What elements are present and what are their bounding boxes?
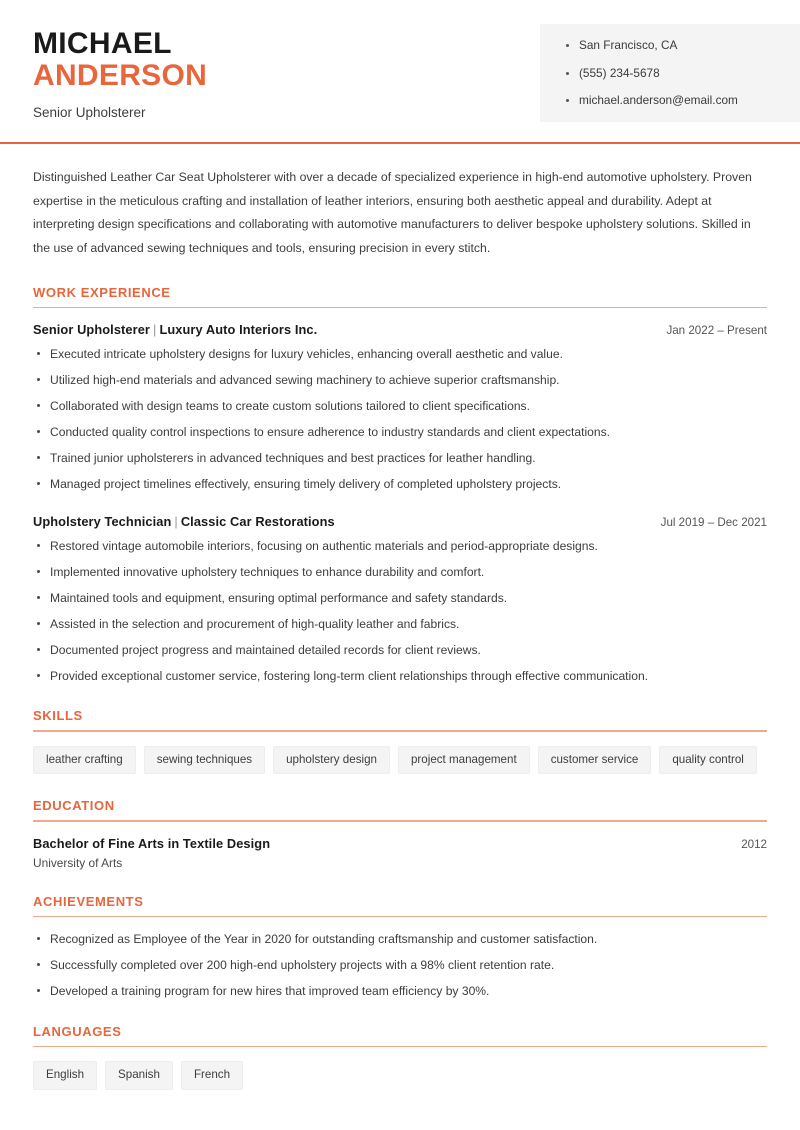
identity-block (0, 22, 207, 120)
section-divider (33, 916, 767, 918)
education-date: 2012 (741, 837, 767, 851)
bullet-item: Collaborated with design teams to create custom solutions tailored to client specifications. (33, 398, 767, 414)
skill-chip: project management (398, 746, 530, 774)
first-name: MICHAEL (33, 27, 172, 60)
bullet-item: Documented project progress and maintained detailed records for client reviews. (33, 642, 767, 658)
work-entry-title (33, 322, 317, 337)
section-title-languages: LANGUAGES (33, 1023, 122, 1039)
education-institution: University of Arts (33, 855, 123, 870)
resume-body (0, 166, 800, 1089)
work-entry-date: Jul 2019 – Dec 2021 (660, 516, 767, 530)
bullet-item: Conducted quality control inspections to ensure adherence to industry standards and client expectations. (33, 424, 767, 440)
section-skills (33, 708, 767, 774)
skill-chip: quality control (659, 746, 757, 774)
skill-chip: leather crafting (33, 746, 136, 774)
work-entry (33, 322, 767, 492)
title-separator: | (174, 514, 178, 530)
bullet-item: Trained junior upholsterers in advanced techniques and best practices for leather handling. (33, 450, 767, 466)
bullet-item: Maintained tools and equipment, ensuring optimal performance and safety standards. (33, 590, 767, 606)
work-company: Classic Car Restorations (180, 514, 335, 530)
contact-email[interactable]: michael.anderson@email.com (566, 93, 778, 108)
work-position: Upholstery Technician (33, 514, 172, 530)
work-entry-bullets (33, 538, 767, 684)
contact-phone[interactable]: (555) 234-5678 (566, 66, 778, 81)
bullet-item: Managed project timelines effectively, ensuring timely delivery of completed upholstery projects. (33, 476, 767, 492)
work-entry-header (33, 514, 767, 529)
language-chip: Spanish (105, 1061, 173, 1089)
section-work-experience (33, 285, 767, 685)
work-entry (33, 514, 767, 684)
work-company: Luxury Auto Interiors Inc. (159, 322, 318, 338)
contact-list (566, 38, 778, 108)
work-entry-title (33, 514, 335, 529)
skill-chip: sewing techniques (144, 746, 265, 774)
skills-chip-list (33, 746, 767, 774)
work-entry-header (33, 322, 767, 337)
bullet-item: Restored vintage automobile interiors, focusing on authentic materials and period-appropriate designs. (33, 538, 767, 554)
bullet-item: Implemented innovative upholstery techniques to enhance durability and comfort. (33, 564, 767, 580)
section-divider (33, 730, 767, 732)
language-chip: French (181, 1061, 243, 1089)
section-title-education: EDUCATION (33, 798, 115, 814)
work-entry-bullets (33, 346, 767, 492)
job-role: Senior Upholsterer (33, 104, 146, 120)
header-row (0, 22, 800, 122)
section-title-achievements: ACHIEVEMENTS (33, 893, 144, 909)
section-title-skills: SKILLS (33, 708, 83, 724)
contact-box (540, 24, 800, 122)
bullet-item: Assisted in the selection and procurement of high-quality leather and fabrics. (33, 616, 767, 632)
title-separator: | (153, 322, 157, 338)
section-divider (33, 820, 767, 822)
section-education (33, 798, 767, 870)
professional-summary: Distinguished Leather Car Seat Upholsterer with over a decade of specialized experience in high-end automotive upholstery. Proven expertise in the meticulous crafting and installation of leather interiors, ensuring both aesthetic appeal and durability. Adept at interpreting design specifications and collaborating with automotive manufacturers to deliver bespoke upholstery solutions. Skilled in the use of advanced sewing techniques and tools, ensuring precision in every stitch. (33, 170, 752, 256)
skill-chip: customer service (538, 746, 652, 774)
work-position: Senior Upholsterer (33, 322, 150, 338)
bullet-item: Recognized as Employee of the Year in 2020 for outstanding craftsmanship and customer satisfaction. (33, 931, 767, 947)
work-entry-date: Jan 2022 – Present (666, 324, 767, 338)
bullet-item: Utilized high-end materials and advanced sewing machinery to achieve superior craftsmanship. (33, 372, 767, 388)
bullet-item: Provided exceptional customer service, fostering long-term client relationships through effective communication. (33, 668, 767, 684)
section-divider (33, 1046, 767, 1048)
education-entry (33, 836, 767, 870)
education-entry-header (33, 836, 767, 851)
bullet-item: Executed intricate upholstery designs for luxury vehicles, enhancing overall aesthetic and value. (33, 346, 767, 362)
achievements-list (33, 931, 767, 999)
bullet-item: Successfully completed over 200 high-end upholstery projects with a 98% client retention rate. (33, 957, 767, 973)
bullet-item: Developed a training program for new hires that improved team efficiency by 30%. (33, 983, 767, 999)
section-languages (33, 1024, 767, 1090)
resume-header (0, 0, 800, 144)
section-achievements (33, 894, 767, 1000)
section-divider (33, 307, 767, 309)
header-divider (0, 142, 800, 144)
section-title-work: WORK EXPERIENCE (33, 284, 171, 300)
education-degree: Bachelor of Fine Arts in Textile Design (33, 835, 271, 851)
language-chip: English (33, 1061, 97, 1089)
skill-chip: upholstery design (273, 746, 390, 774)
contact-location: San Francisco, CA (566, 38, 778, 53)
last-name: ANDERSON (33, 59, 208, 93)
languages-chip-list (33, 1061, 767, 1089)
